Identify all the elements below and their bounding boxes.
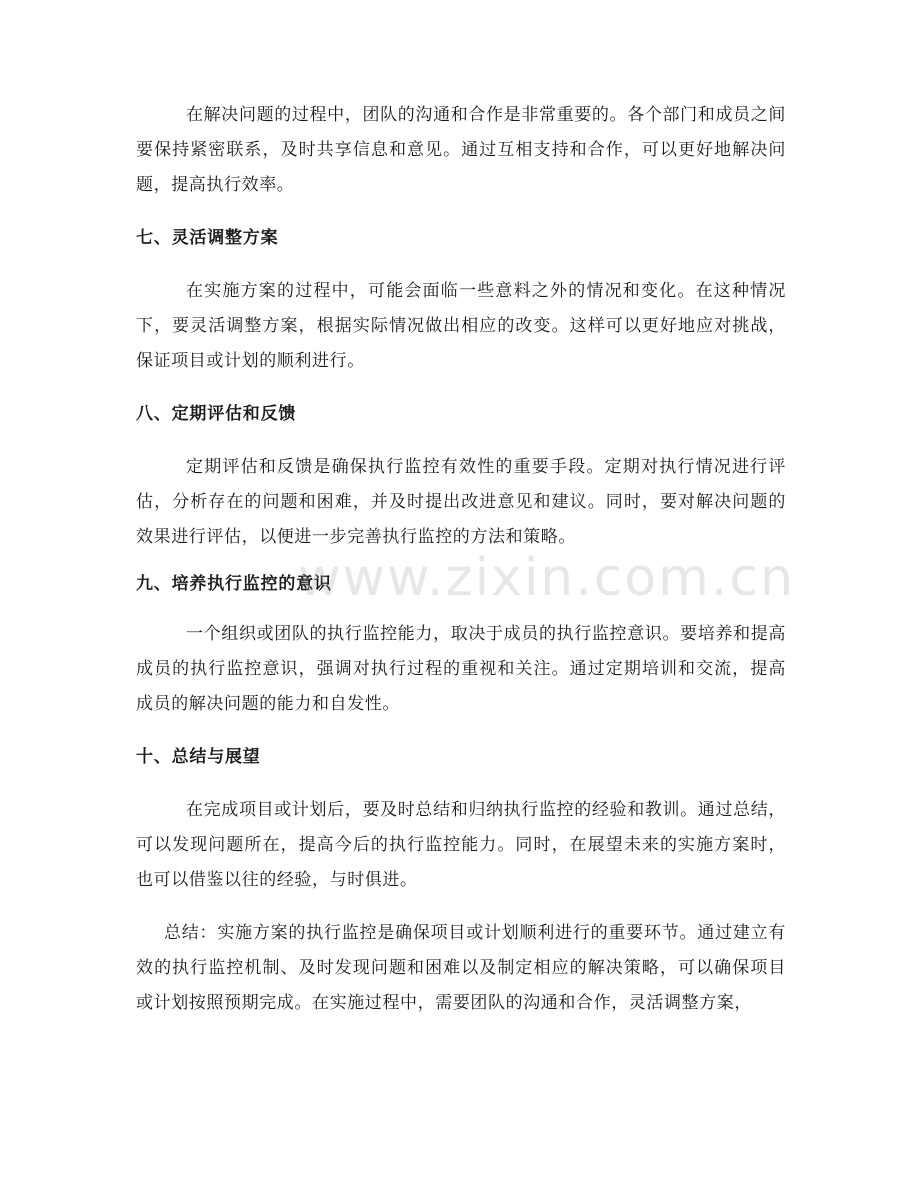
section-heading-8: 八、定期评估和反馈 bbox=[136, 404, 297, 424]
section-heading-7: 七、灵活调整方案 bbox=[136, 228, 279, 248]
paragraph-awareness: 一个组织或团队的执行监控能力，取决于成员的执行监控意识。要培养和提高成员的执行监控意识，强调对执行过程的重视和关注。通过定期培训和交流，提高成员的解决问题的能力和自发性。 bbox=[136, 624, 786, 714]
paragraph-evaluation-feedback: 定期评估和反馈是确保执行监控有效性的重要手段。定期对执行情况进行评估，分析存在的问题和困难，并及时提出改进意见和建议。同时，要对解决问题的效果进行评估，以便进一步完善执行监控的方法和策略。 bbox=[136, 457, 786, 547]
paragraph-conclusion: 总结：实施方案的执行监控是确保项目或计划顺利进行的重要环节。通过建立有效的执行监控机制、及时发现问题和困难以及制定相应的解决策略，可以确保项目或计划按照预期完成。在实施过程中，需要团队的沟通和合作，灵活调整方案， bbox=[136, 923, 786, 1013]
section-heading-10: 十、总结与展望 bbox=[136, 747, 261, 767]
paragraph-summary-outlook: 在完成项目或计划后，要及时总结和归纳执行监控的经验和教训。通过总结，可以发现问题所在，提高今后的执行监控能力。同时，在展望未来的实施方案时，也可以借鉴以往的经验，与时俱进。 bbox=[136, 800, 786, 890]
paragraph-teamwork: 在解决问题的过程中，团队的沟通和合作是非常重要的。各个部门和成员之间要保持紧密联系，及时共享信息和意见。通过互相支持和合作，可以更好地解决问题，提高执行效率。 bbox=[136, 105, 786, 195]
section-heading-9: 九、培养执行监控的意识 bbox=[136, 574, 332, 594]
paragraph-flexible-adjustment: 在实施方案的过程中，可能会面临一些意料之外的情况和变化。在这种情况下，要灵活调整方案，根据实际情况做出相应的改变。这样可以更好地应对挑战，保证项目或计划的顺利进行。 bbox=[136, 281, 786, 371]
document-body bbox=[136, 98, 786, 1021]
watermark: www.zixin.com.cn bbox=[298, 548, 795, 608]
